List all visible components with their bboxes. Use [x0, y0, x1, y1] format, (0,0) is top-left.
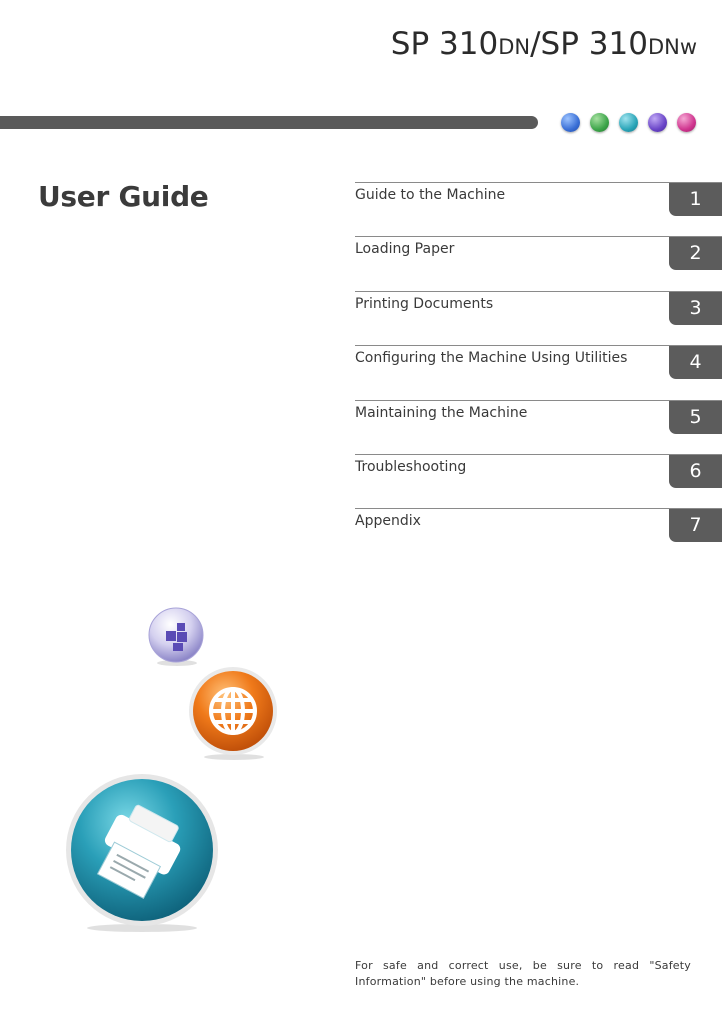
teal-dot [619, 113, 638, 132]
toc-item-utilities[interactable] [355, 345, 722, 399]
color-dots [561, 113, 696, 132]
toc-label[interactable]: Guide to the Machine [355, 187, 506, 203]
green-dot [590, 113, 609, 132]
toc-label[interactable]: Maintaining the Machine [355, 404, 528, 421]
toc-label[interactable]: Configuring the Machine Using Utilities [355, 350, 628, 367]
printer-icon [62, 770, 224, 932]
safety-note: For safe and correct use, be sure to read "Safety Information" before using the machine. [355, 959, 691, 988]
toc-label[interactable]: Appendix [355, 513, 421, 530]
chapter-tab[interactable]: 2 [669, 237, 722, 270]
model-suffix-2: DNw [647, 35, 697, 59]
model-title [391, 26, 697, 62]
toc-item-guide[interactable] [355, 182, 722, 236]
puzzle-icon [146, 605, 208, 667]
chapter-tab[interactable]: 6 [669, 455, 722, 488]
magenta-dot [677, 113, 696, 132]
chapter-tab[interactable]: 5 [669, 401, 722, 434]
chapter-tab[interactable]: 4 [669, 346, 722, 379]
toc-item-maintaining[interactable] [355, 400, 722, 454]
chapter-tab[interactable]: 1 [669, 183, 722, 216]
toc-label[interactable]: Printing Documents [355, 295, 494, 312]
model-name-1: SP 310 [390, 26, 499, 62]
table-of-contents [355, 182, 722, 563]
toc-item-appendix[interactable] [355, 508, 722, 562]
model-name-2: SP 310 [540, 26, 648, 62]
chapter-tab[interactable]: 7 [669, 509, 722, 542]
purple-dot [648, 113, 667, 132]
chapter-tab[interactable]: 3 [669, 292, 722, 325]
model-separator: / [530, 26, 541, 62]
toc-item-loading-paper[interactable] [355, 236, 722, 290]
toc-label[interactable]: Loading Paper [355, 241, 455, 258]
toc-label[interactable]: Troubleshooting [355, 458, 467, 475]
blue-dot [561, 113, 580, 132]
header-bar [0, 116, 538, 129]
toc-item-troubleshooting[interactable] [355, 454, 722, 508]
toc-item-printing[interactable] [355, 291, 722, 345]
globe-icon [186, 665, 282, 761]
model-suffix-1: DN [498, 35, 531, 59]
page-title: User Guide [38, 180, 209, 213]
